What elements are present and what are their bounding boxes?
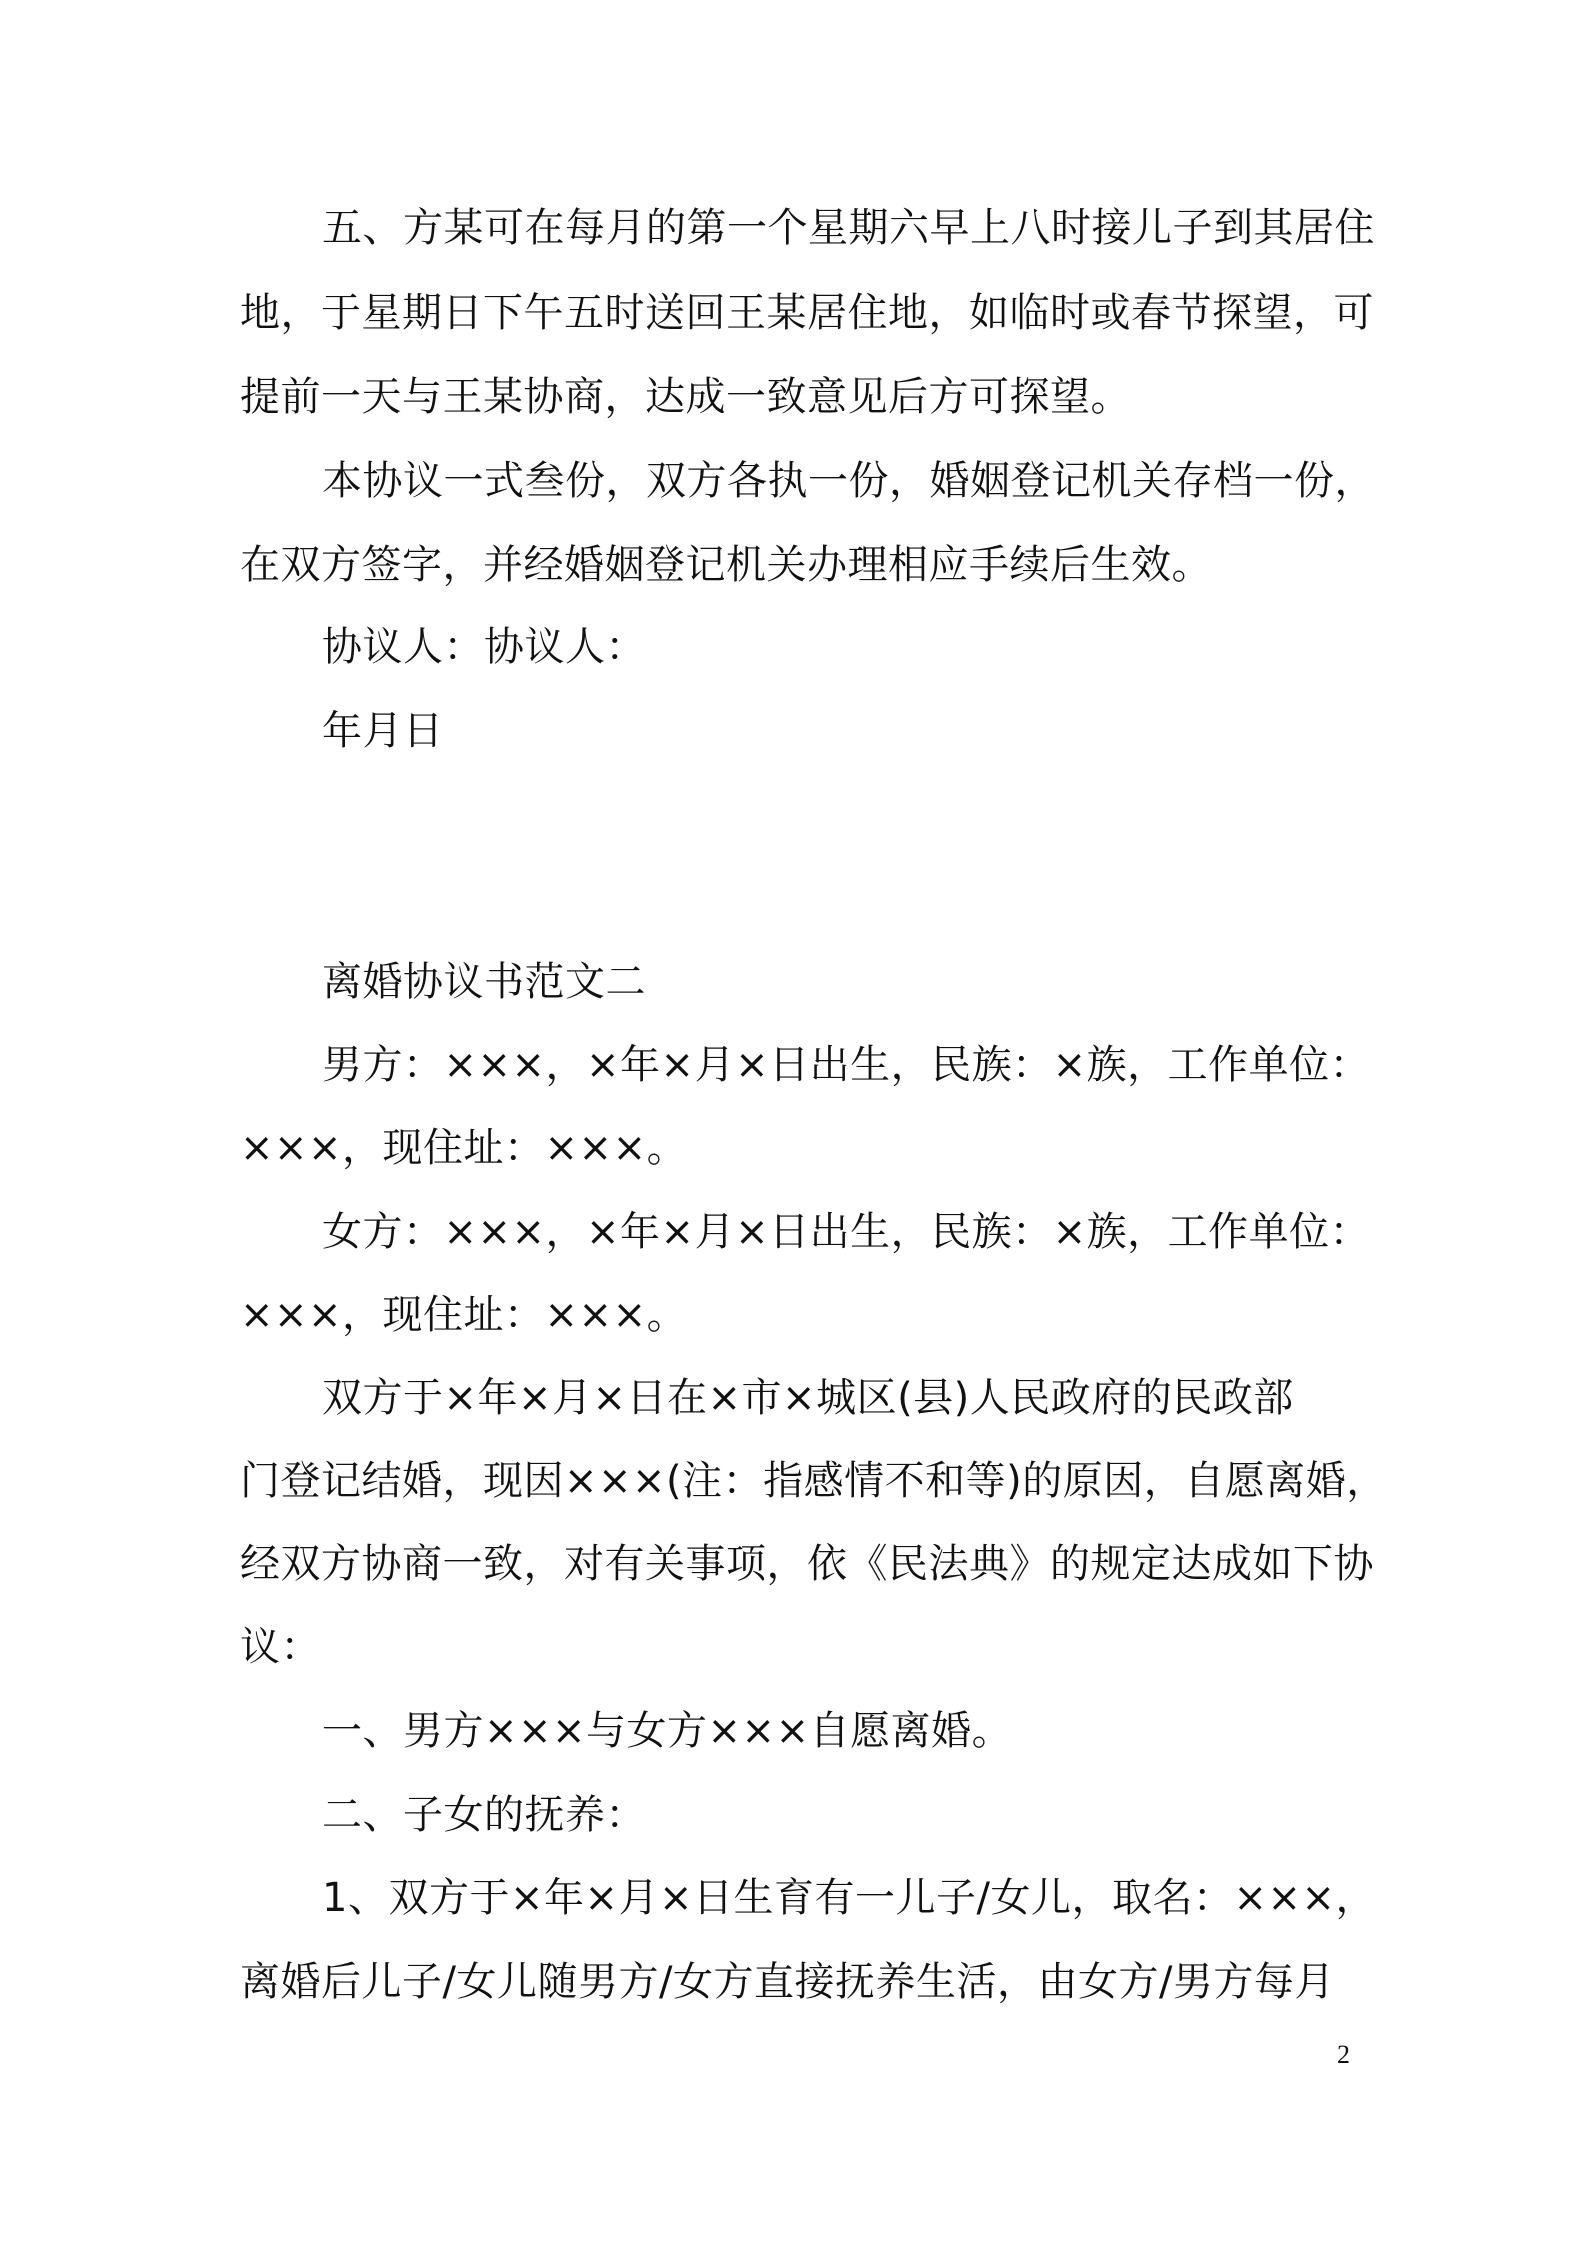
paragraph-line: 二、子女的抚养： — [322, 1792, 646, 1838]
paragraph-line: 地，于星期日下午五时送回王某居住地，如临时或春节探望，可 — [240, 290, 1374, 336]
paragraph-line: 在双方签字，并经婚姻登记机关办理相应手续后生效。 — [240, 542, 1212, 588]
paragraph-line: 议： — [240, 1624, 321, 1670]
paragraph-line: 门登记结婚，现因×××(注：指感情不和等)的原因，自愿离婚， — [240, 1458, 1387, 1504]
paragraph-line: 1、双方于×年×月×日生育有一儿子/女儿，取名：×××， — [322, 1875, 1377, 1921]
paragraph-line: 提前一天与王某协商，达成一致意见后方可探望。 — [240, 374, 1131, 420]
paragraph-line: ×××，现住址：×××。 — [240, 1292, 688, 1338]
page-number: 2 — [1337, 2040, 1350, 2069]
section-title: 离婚协议书范文二 — [322, 959, 646, 1005]
paragraph-line: 五、方某可在每月的第一个星期六早上八时接儿子到其居住 — [322, 205, 1375, 251]
paragraph-line: 一、男方×××与女方×××自愿离婚。 — [322, 1708, 1013, 1754]
signature-line: 协议人：协议人： — [322, 624, 646, 670]
paragraph-line: 双方于×年×月×日在×市×城区(县)人民政府的民政部 — [322, 1375, 1294, 1421]
date-line: 年月日 — [322, 708, 444, 754]
paragraph-line: 经双方协商一致，对有关事项，依《民法典》的规定达成如下协 — [240, 1541, 1374, 1587]
paragraph-line: 女方：×××，×年×月×日出生，民族：×族，工作单位： — [322, 1209, 1371, 1255]
paragraph-line: 本协议一式叁份，双方各执一份，婚姻登记机关存档一份， — [322, 458, 1375, 504]
paragraph-line: 离婚后儿子/女儿随男方/女方直接抚养生活，由女方/男方每月 — [240, 1959, 1335, 2005]
paragraph-line: ×××，现住址：×××。 — [240, 1125, 688, 1171]
paragraph-line: 男方：×××，×年×月×日出生，民族：×族，工作单位： — [322, 1042, 1371, 1088]
